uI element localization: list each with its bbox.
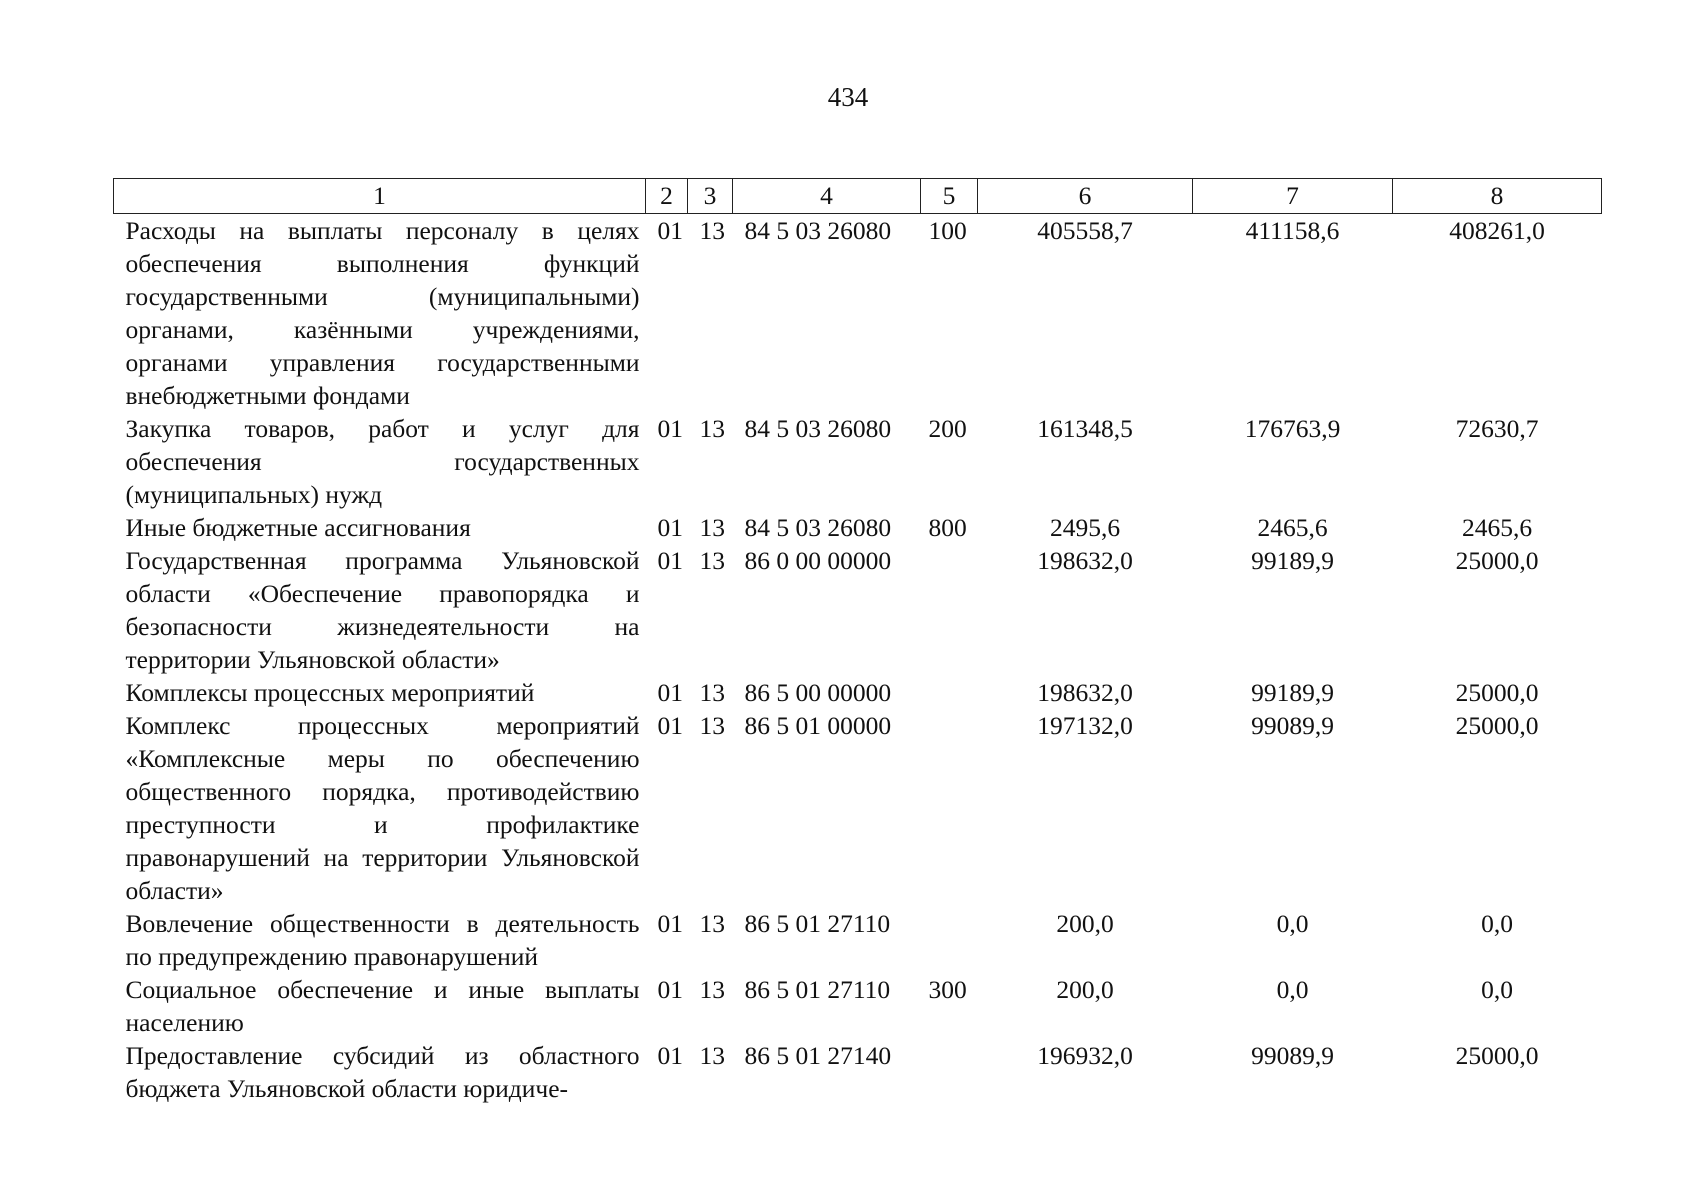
- row-expense-type: 200: [928, 414, 967, 443]
- table-row: [114, 676, 1602, 709]
- row-amount-col7: 0,0: [1276, 975, 1309, 1004]
- row-section: 01: [657, 1041, 683, 1070]
- row-amount-col6: 196932,0: [1037, 1041, 1133, 1070]
- header-col-7: 7: [1193, 179, 1393, 214]
- row-section: 01: [657, 546, 683, 575]
- row-subsection: 13: [699, 1041, 725, 1070]
- row-target-article: 84 5 03 26080: [744, 414, 892, 443]
- row-subsection: 13: [699, 414, 725, 443]
- row-amount-col8: 408261,0: [1449, 216, 1545, 245]
- table-row: [114, 709, 1602, 907]
- row-target-article: 84 5 03 26080: [744, 216, 892, 245]
- header-col-2: 2: [646, 179, 688, 214]
- row-name: Комплексы процессных мероприятий: [125, 678, 535, 707]
- header-col-8: 8: [1393, 179, 1602, 214]
- row-amount-col8: 25000,0: [1455, 1041, 1539, 1070]
- row-name: Государственная программа Ульяновской области «Обеспечение правопорядка и безопасности жизнедеятельности на территории Ульяновской области»: [125, 546, 640, 674]
- row-section: 01: [657, 909, 683, 938]
- row-expense-type: 300: [928, 975, 967, 1004]
- row-expense-type: 800: [928, 513, 967, 542]
- row-expense-type: [921, 907, 978, 973]
- table-header: [114, 179, 1602, 214]
- header-col-1: 1: [114, 179, 646, 214]
- row-name: Расходы на выплаты персоналу в целях обеспечения выполнения функций государственными (муниципальными) органами, казёнными учреждениями, органами управления государственными внебюджетными фондами: [125, 216, 640, 410]
- row-subsection: 13: [699, 546, 725, 575]
- row-section: 01: [657, 678, 683, 707]
- row-name: Вовлечение общественности в деятельность по предупреждению правонарушений: [125, 909, 640, 971]
- row-amount-col6: 200,0: [1056, 975, 1114, 1004]
- row-expense-type: 100: [928, 216, 967, 245]
- header-col-6: 6: [978, 179, 1193, 214]
- row-amount-col7: 99089,9: [1251, 711, 1334, 740]
- row-subsection: 13: [699, 513, 725, 542]
- row-name: Предоставление субсидий из областного бюджета Ульяновской области юридиче-: [125, 1041, 640, 1103]
- budget-table-sheet: [113, 178, 1601, 1105]
- row-target-article: 86 0 00 00000: [744, 546, 892, 575]
- row-amount-col8: 2465,6: [1461, 513, 1533, 542]
- header-col-4: 4: [733, 179, 921, 214]
- row-target-article: 84 5 03 26080: [744, 513, 892, 542]
- row-target-article: 86 5 01 27140: [744, 1041, 892, 1070]
- row-name: Закупка товаров, работ и услуг для обеспечения государственных (муниципальных) нужд: [125, 414, 640, 509]
- row-amount-col6: 200,0: [1056, 909, 1114, 938]
- row-subsection: 13: [699, 909, 725, 938]
- row-expense-type: [921, 1039, 978, 1105]
- budget-table: [113, 178, 1602, 1105]
- table-row: [114, 511, 1602, 544]
- table-row: [114, 214, 1602, 413]
- table-row: [114, 973, 1602, 1039]
- row-amount-col8: 0,0: [1481, 975, 1513, 1004]
- row-amount-col6: 161348,5: [1037, 414, 1133, 443]
- row-expense-type: [921, 709, 978, 907]
- header-row: [114, 179, 1602, 214]
- row-subsection: 13: [699, 216, 725, 245]
- row-subsection: 13: [699, 678, 725, 707]
- row-amount-col7: 2465,6: [1257, 513, 1328, 542]
- row-amount-col8: 25000,0: [1455, 711, 1539, 740]
- row-section: 01: [657, 414, 683, 443]
- row-amount-col7: 99189,9: [1251, 678, 1334, 707]
- row-amount-col8: 25000,0: [1455, 546, 1539, 575]
- header-col-3: 3: [688, 179, 733, 214]
- row-target-article: 86 5 01 00000: [744, 711, 892, 740]
- row-amount-col7: 411158,6: [1245, 216, 1340, 245]
- row-amount-col6: 405558,7: [1037, 216, 1133, 245]
- row-section: 01: [657, 975, 683, 1004]
- row-target-article: 86 5 01 27110: [744, 909, 891, 938]
- row-expense-type: [921, 544, 978, 676]
- row-target-article: 86 5 00 00000: [744, 678, 892, 707]
- row-subsection: 13: [699, 975, 725, 1004]
- header-col-5: 5: [921, 179, 978, 214]
- row-section: 01: [657, 216, 683, 245]
- row-amount-col6: 198632,0: [1037, 678, 1133, 707]
- row-amount-col6: 198632,0: [1037, 546, 1133, 575]
- table-row: [114, 1039, 1602, 1105]
- row-amount-col6: 2495,6: [1049, 513, 1121, 542]
- row-amount-col7: 0,0: [1276, 909, 1309, 938]
- row-section: 01: [657, 513, 683, 542]
- row-amount-col7: 99189,9: [1251, 546, 1334, 575]
- row-expense-type: [921, 676, 978, 709]
- row-amount-col8: 25000,0: [1455, 678, 1539, 707]
- row-amount-col6: 197132,0: [1037, 711, 1133, 740]
- table-body: [114, 214, 1602, 1106]
- row-amount-col7: 176763,9: [1244, 414, 1341, 443]
- row-target-article: 86 5 01 27110: [744, 975, 891, 1004]
- table-row: [114, 412, 1602, 511]
- row-amount-col7: 99089,9: [1251, 1041, 1334, 1070]
- row-name: Социальное обеспечение и иные выплаты населению: [125, 975, 640, 1037]
- row-amount-col8: 0,0: [1481, 909, 1513, 938]
- row-name: Комплекс процессных мероприятий «Комплексные меры по обеспечению общественного порядка, противодействию преступности и профилактике правонарушений на территории Ульяновской области»: [125, 711, 640, 905]
- row-section: 01: [657, 711, 683, 740]
- table-row: [114, 907, 1602, 973]
- row-subsection: 13: [699, 711, 725, 740]
- page-number: 434: [827, 82, 869, 112]
- row-amount-col8: 72630,7: [1455, 414, 1539, 443]
- row-name: Иные бюджетные ассигнования: [125, 513, 471, 542]
- table-row: [114, 544, 1602, 676]
